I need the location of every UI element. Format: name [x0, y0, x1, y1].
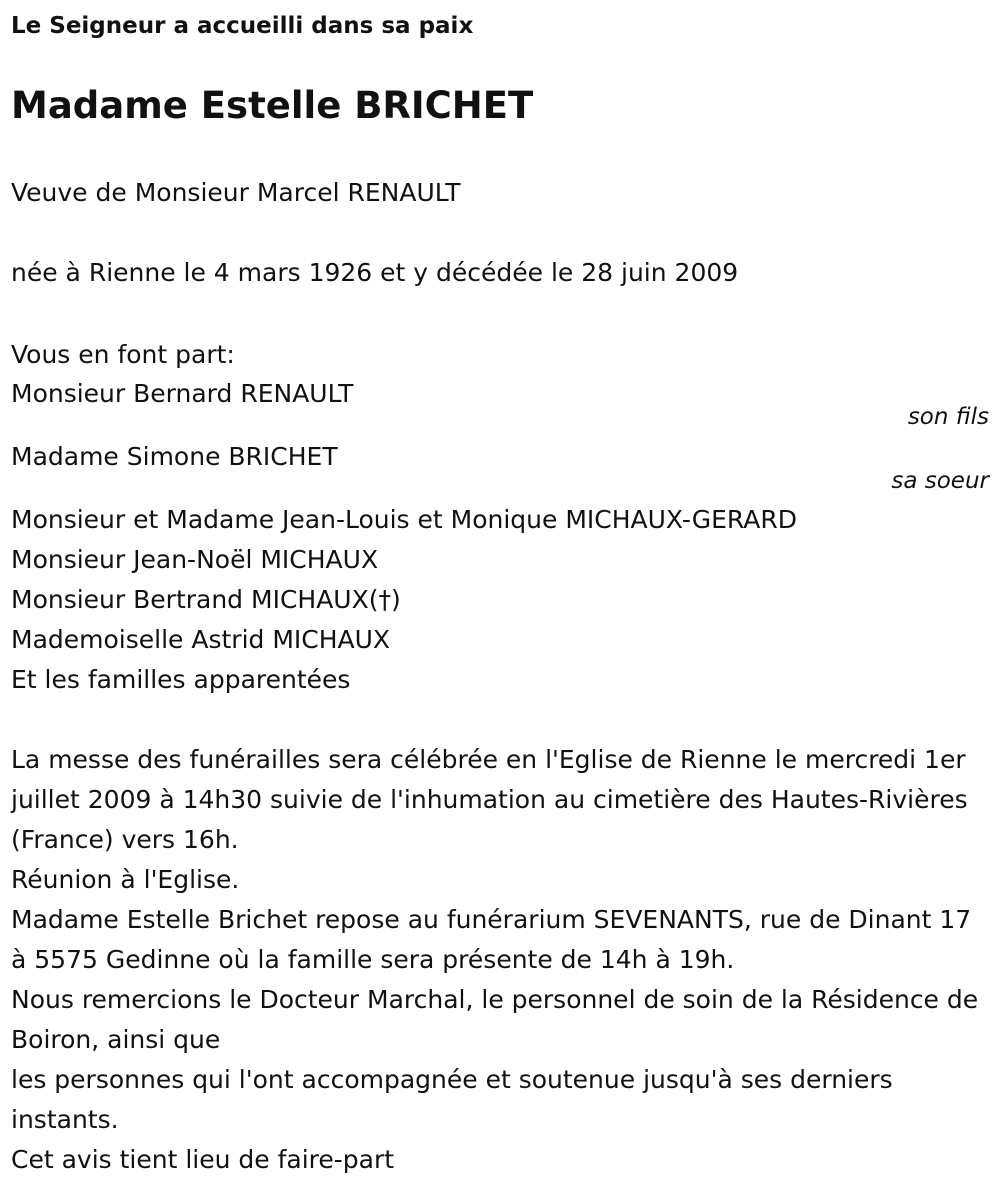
relative-name: Mademoiselle Astrid MICHAUX [11, 625, 391, 654]
widow-of-line: Veuve de Monsieur Marcel RENAULT [11, 178, 461, 207]
thanks-paragraph: Nous remercions le Docteur Marchal, le personnel de soin de la Résidence de Boiron, ainsi que [11, 985, 979, 1054]
thanks-continued-paragraph: les personnes qui l'ont accompagnée et soutenue jusqu'à ses derniers instants. [11, 1065, 893, 1134]
deceased-name: Madame Estelle BRICHET [11, 84, 534, 127]
funeral-mass-paragraph: La messe des funérailles sera célébrée en l'Eglise de Rienne le mercredi 1er juillet 2009 à 14h30 suivie de l'inhumation au cimetière des Hautes-Rivières (France) vers 16h. [11, 745, 968, 854]
closing-notice: Cet avis tient lieu de faire-part [11, 1145, 395, 1174]
announcement-intro: Vous en font part: [11, 340, 235, 369]
funeral-details [11, 740, 981, 1180]
family-member-relation: son fils [907, 404, 989, 430]
family-member-name: Monsieur Bernard RENAULT [11, 379, 354, 408]
birth-death-line: née à Rienne le 4 mars 1926 et y décédée le 28 juin 2009 [11, 258, 739, 287]
family-member-relation: sa soeur [891, 468, 989, 494]
meeting-place-paragraph: Réunion à l'Eglise. [11, 865, 240, 894]
relative-name: Monsieur Bertrand MICHAUX(†) [11, 585, 401, 614]
relative-name: Monsieur et Madame Jean-Louis et Monique MICHAUX-GERARD [11, 505, 797, 534]
funerarium-paragraph: Madame Estelle Brichet repose au funérarium SEVENANTS, rue de Dinant 17 à 5575 Gedinne où la famille sera présente de 14h à 19h. [11, 905, 972, 974]
family-member-name: Madame Simone BRICHET [11, 442, 338, 471]
intro-heading: Le Seigneur a accueilli dans sa paix [11, 13, 474, 39]
relative-name: Monsieur Jean-Noël MICHAUX [11, 545, 379, 574]
relatives-closing: Et les familles apparentées [11, 665, 351, 694]
